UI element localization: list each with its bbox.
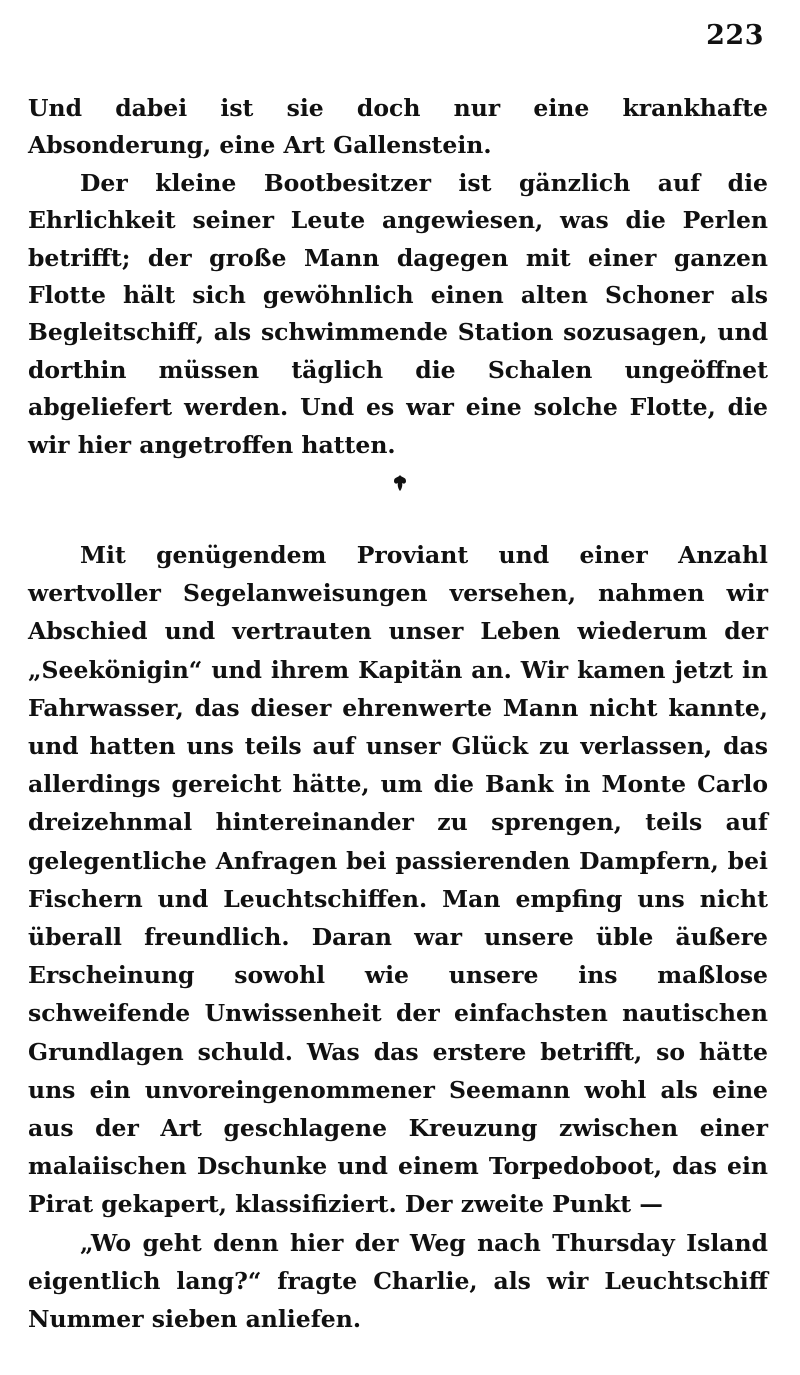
section-separator (0, 470, 800, 500)
paragraph: Der kleine Bootbesitzer ist gänzlich auf die Ehrlichkeit seiner Leute angewiesen, was die Perlen betrifft; der große Mann dagegen mit einer ganzen Flotte hält sich gewöhnlich einen alten Schoner als Begleitschiff, als schwimmende Station sozusagen, und dorthin müssen täglich die Schalen ungeöffnet abgeliefert werden. Und es war eine solche Flotte, die wir hier angetroffen hatten. (28, 168, 768, 459)
page-number: 223 (706, 20, 764, 51)
paragraph: Und dabei ist sie doch nur eine krankhafte Absonderung, eine Art Gallenstein. (28, 94, 768, 160)
text-section-2 (28, 536, 768, 1338)
text-section-1 (28, 90, 768, 464)
paragraph: Mit genügendem Proviant und einer Anzahl wertvoller Segelanweisungen versehen, nahmen wir Abschied und vertrauten unser Leben wiederum der „Seekönigin“ und ihrem Kapitän an. Wir kamen jetzt in Fahrwasser, das dieser ehrenwerte Mann nicht kannte, und hatten uns teils auf unser Glück zu verlassen, das allerdings gereicht hätte, um die Bank in Monte Carlo dreizehnmal hintereinander zu sprengen, teils auf gelegentliche Anfragen bei passierenden Dampfern, bei Fischern und Leuchtschiffen. Man empfing uns nicht überall freundlich. Daran war unsere üble äußere Erscheinung sowohl wie unsere ins maßlose schweifende Unwissenheit der einfachsten nautischen Grundlagen schuld. Was das erstere betrifft, so hätte uns ein unvoreingenommener Seemann wohl als eine aus der Art geschlagene Kreuzung zwischen einer malaiischen Dschunke und einem Torpedoboot, das ein Pirat gekapert, klassifiziert. Der zweite Punkt — (28, 541, 768, 1219)
fleuron-ornament-icon (390, 471, 410, 499)
paragraph: „Wo geht denn hier der Weg nach Thursday Island eigentlich lang?“ fragte Charlie, als wir Leuchtschiff Nummer sieben anliefen. (28, 1228, 768, 1334)
